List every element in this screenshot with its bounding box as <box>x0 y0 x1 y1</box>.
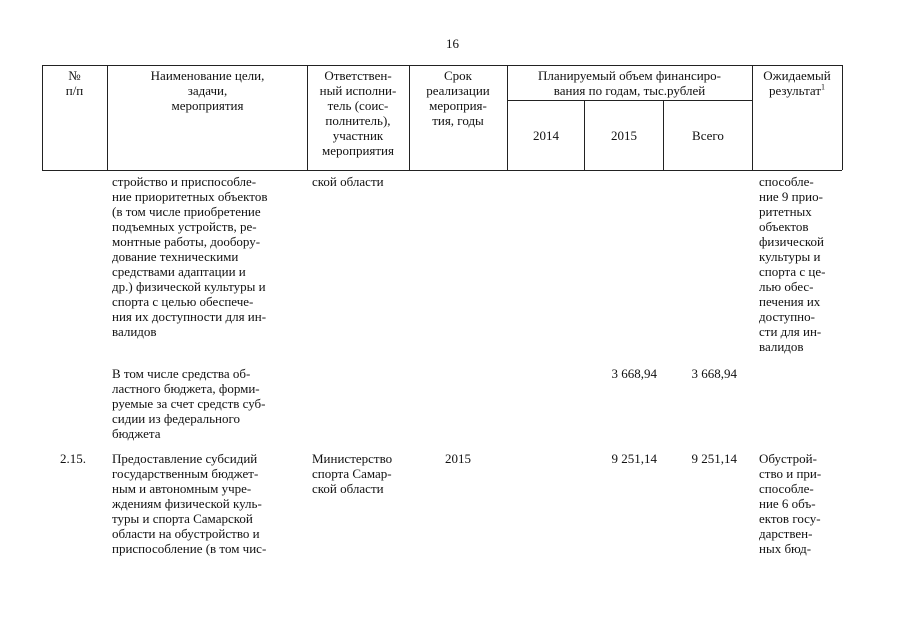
row3-result: Обустрой- ство и при- способле- ние 6 объ- ектов госу- дарствен- ных бюд- <box>759 451 822 556</box>
header-executor: Ответствен- ный исполни- тель (соис- полнитель), участник мероприятия <box>319 68 397 158</box>
row2-name: В том числе средства об- ластного бюджета, форми- руемые за счет средств суб- сидии из федерального бюджета <box>112 366 266 441</box>
row3-name: Предоставление субсидий государственным бюджет- ным и автономным учре- ждениям физической куль- туры и спорта Самарской области на обустройство и приспособление (в том чис- <box>112 451 267 556</box>
row3-total: 9 251,14 <box>691 451 737 466</box>
header-term: Срок реализации мероприя- тия, годы <box>426 68 490 128</box>
row3-term: 2015 <box>445 451 471 466</box>
header-result: Ожидаемый результат$^1$ <box>763 68 831 98</box>
row3-num: 2.15. <box>60 451 86 466</box>
row1-name: стройство и приспособле- ние приоритетных объектов (в том числе приобретение подъемных устройств, ре- монтные работы, дообору- дование техническими средствами адаптации и др.) физической культуры и спорта с целью обеспече- ния их доступности для ин- валидов <box>112 174 268 339</box>
header-2014: 2014 <box>533 128 559 143</box>
page-number: 16 <box>446 36 459 51</box>
row2-2015: 3 668,94 <box>611 366 657 381</box>
header-total: Всего <box>692 128 724 143</box>
header-finance: Планируемый объем финансиро- вания по годам, тыс.рублей <box>537 68 722 98</box>
row3-2015: 9 251,14 <box>611 451 657 466</box>
header-num: № п/п <box>65 68 84 98</box>
header-2015: 2015 <box>611 128 637 143</box>
header-name: Наименование цели, задачи, мероприятия <box>150 68 265 113</box>
row1-result: способле- ние 9 прио- ритетных объектов физической культуры и спорта с це- лью обес- печения их доступно- сти для ин- валидов <box>759 174 826 354</box>
row3-executor: Министерство спорта Самар- ской области <box>312 451 393 496</box>
row1-executor: ской области <box>312 174 384 189</box>
row2-total: 3 668,94 <box>691 366 737 381</box>
